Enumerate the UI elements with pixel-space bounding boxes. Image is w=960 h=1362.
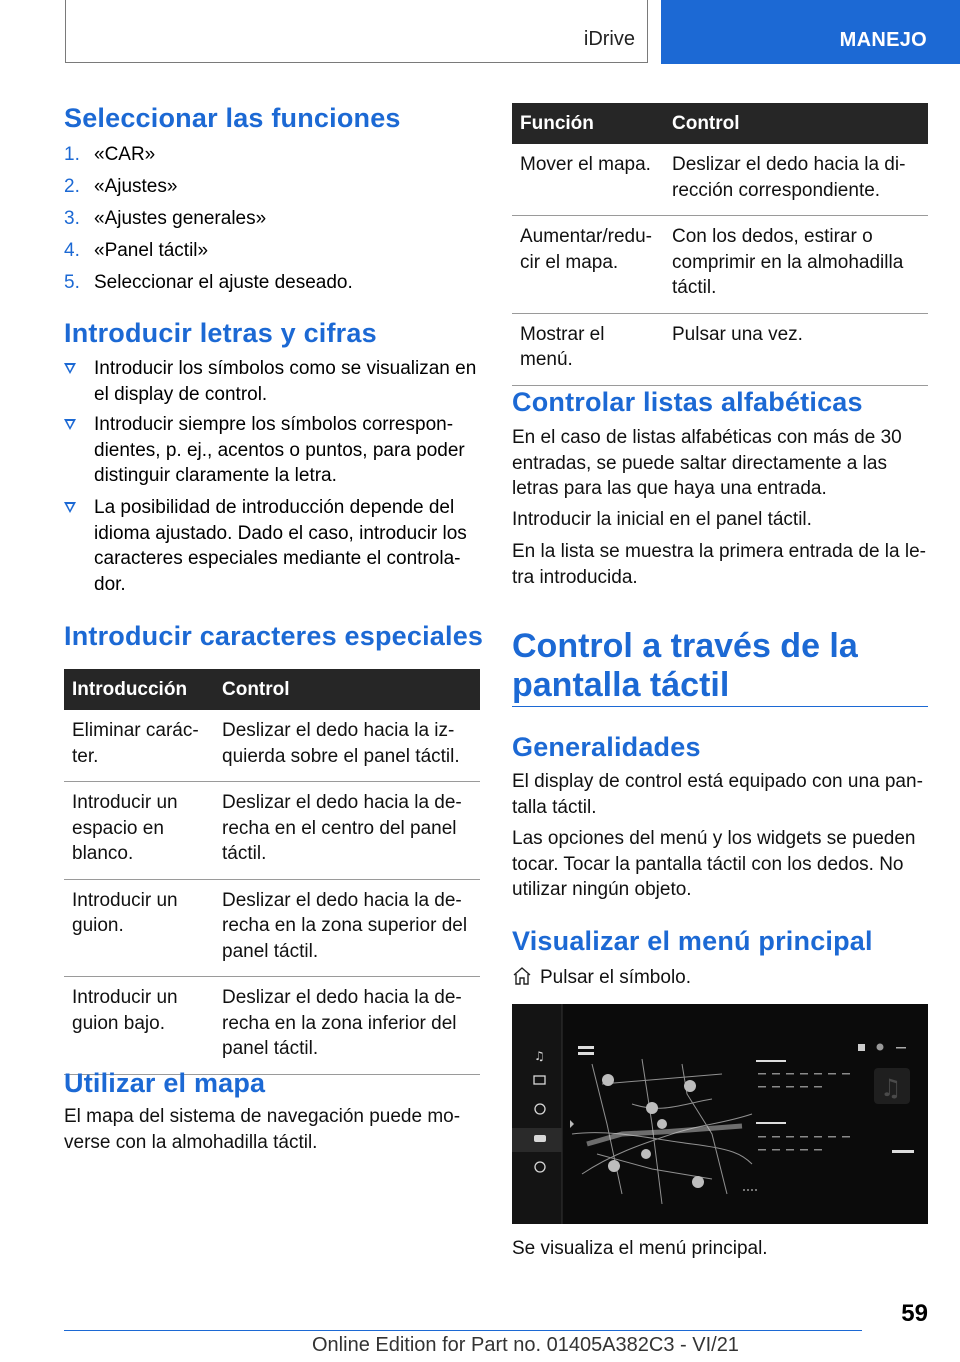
table-row [512,216,928,314]
triangle-bullet-icon [64,502,76,513]
table-cell: Introducir un espacio en blanco. [64,782,214,880]
paragraph: El mapa del sistema de navegación puede mo- verse con la almohadilla táctil. [64,1106,461,1153]
table-cell: Introducir un guion bajo. [64,977,214,1075]
triangle-bullet-icon [64,419,76,430]
table-header-cell: Control [214,669,480,710]
special-chars-table [64,669,480,1075]
main-menu-screenshot [512,1004,928,1224]
table-cell: Mostrar el menú. [512,313,664,385]
car-icon [534,1135,546,1142]
bullet-item: La posibilidad de introducción depende del idioma ajustado. Dado el caso, introducir los caracteres especiales mediante el controla- dor. [64,495,480,597]
paragraph: El display de control está equipado con una pan- talla táctil. [512,771,923,818]
table-row [512,313,928,385]
table-row [512,144,928,216]
table-row [64,710,480,782]
bullet-item: Introducir los símbolos como se visualizan en el display de control. [64,356,480,407]
heading-introducir-letras: Introducir letras y cifras [64,318,377,348]
page-number: 59 [901,1300,928,1327]
paragraph: En el caso de listas alfabéticas con más de 30 entradas, se puede saltar directamente a las letras para las que haya una entrada. [512,427,902,499]
music-note-icon: ♫ [880,1074,902,1102]
heading-utilizar-mapa: Utilizar el mapa [64,1068,266,1098]
heading-control-pantalla-tactil: Control a través de la pantalla táctil [512,627,858,704]
table-header-row [512,103,928,144]
table-cell: Aumentar/redu- cir el mapa. [512,216,664,314]
music-icon: ♫ [534,1049,545,1063]
table-header-row [64,669,480,710]
bullet-item: Introducir siempre los símbolos correspon- dientes, p. ej., acentos o puntos, para poder distinguir claramente la letra. [64,412,480,489]
table-cell: Introducir un guion. [64,879,214,977]
footer-edition: Online Edition for Part no. 01405A382C3 - VI/21 [312,1334,739,1356]
heading-generalidades: Generalidades [512,732,701,762]
header-chapter-title: MANEJO [839,29,927,51]
heading-seleccionar-funciones: Seleccionar las funciones [64,103,401,133]
main-menu-illustration [512,1004,928,1224]
table-cell: Pulsar una vez. [664,313,928,385]
paragraph: Introducir la inicial en el panel táctil. [512,509,812,530]
table-cell: Eliminar carác- ter. [64,710,214,782]
table-cell: Deslizar el dedo hacia la de- recha en la zona inferior del panel táctil. [214,977,480,1075]
heading-menu-principal: Visualizar el menú principal [512,926,873,956]
map-controls-table [512,103,928,386]
section-rule [512,706,928,707]
paragraph: Las opciones del menú y los widgets se pueden tocar. Tocar la pantalla táctil con los dedos. No utilizar ningún objeto. [512,828,916,900]
heading-listas-alfabeticas: Controlar listas alfabéticas [512,387,863,417]
table-cell: Deslizar el dedo hacia la iz- quierda sobre el panel táctil. [214,710,480,782]
table-row [64,879,480,977]
header-section-title: iDrive [583,28,635,50]
table-cell: Mover el mapa. [512,144,664,216]
home-icon [512,966,532,986]
table-cell: Deslizar el dedo hacia la de- recha en el centro del panel táctil. [214,782,480,880]
triangle-bullet-icon [64,363,76,374]
table-header-cell: Introducción [64,669,214,710]
heading-caracteres-especiales: Introducir caracteres especiales [64,621,484,651]
table-row [64,977,480,1075]
paragraph: En la lista se muestra la primera entrada de la le- tra introducida. [512,541,926,588]
table-row [64,782,480,880]
image-caption: Se visualiza el menú principal. [512,1238,768,1259]
table-cell: Deslizar el dedo hacia la de- recha en la zona superior del panel táctil. [214,879,480,977]
table-header-cell: Control [664,103,928,144]
header-section-box [65,0,648,63]
paragraph: Pulsar el símbolo. [540,967,692,988]
footer-rule [64,1330,862,1331]
table-cell: Deslizar el dedo hacia la di- rección correspondiente. [664,144,928,216]
table-cell: Con los dedos, estirar o comprimir en la almohadilla táctil. [664,216,928,314]
table-header-cell: Función [512,103,664,144]
header-chapter-tab [661,0,960,64]
